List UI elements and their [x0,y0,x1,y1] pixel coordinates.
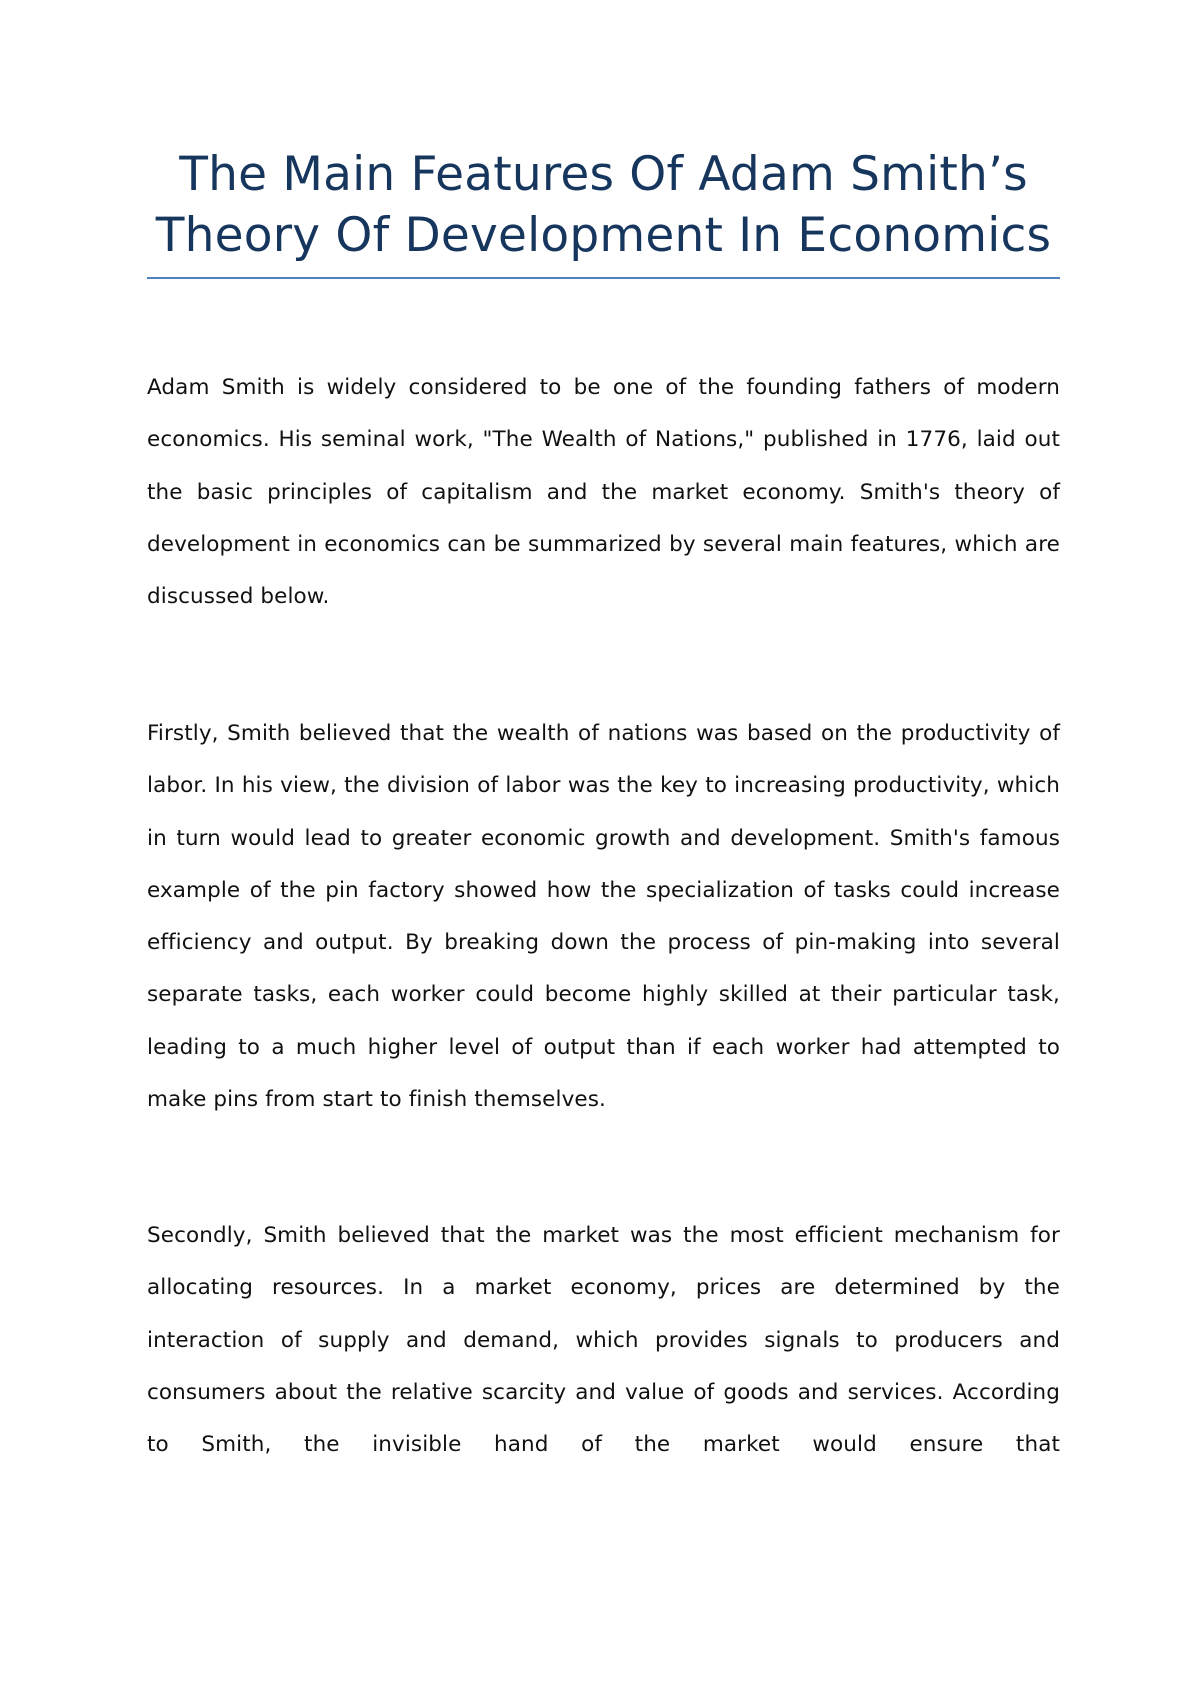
title-underline [147,277,1060,279]
paragraph-division-of-labor: Firstly, Smith believed that the wealth of nations was based on the productivity of labor. In his view, the division of labor was the key to increasing productivity, which in turn would lead to greater economic growth and development. Smith's famous example of the pin factory showed how the specialization of tasks could increase efficiency and output. By breaking down the process of pin-making into several separate tasks, each worker could become highly skilled at their particular task, leading to a much higher level of output than if each worker had attempted to make pins from start to finish themselves. [147,721,1060,1113]
paragraph-intro: Adam Smith is widely considered to be one of the founding fathers of modern economics. His seminal work, "The Wealth of Nations," published in 1776, laid out the basic principles of capitalism and the market economy. Smith's theory of development in economics can be summarized by several main features, which are discussed below. [147,375,1060,610]
page-title: The Main Features Of Adam Smith’s Theory Of Development In Economics [155,147,1052,263]
paragraph-market-mechanism: Secondly, Smith believed that the market was the most efficient mechanism for allocating resources. In a market economy, prices are determined by the interaction of supply and demand, which provides signals to producers and consumers about the relative scarcity and value of goods and services. According to Smith, the invisible hand of the market would ensure that [147,1223,1060,1458]
document-content [147,0,1060,1458]
